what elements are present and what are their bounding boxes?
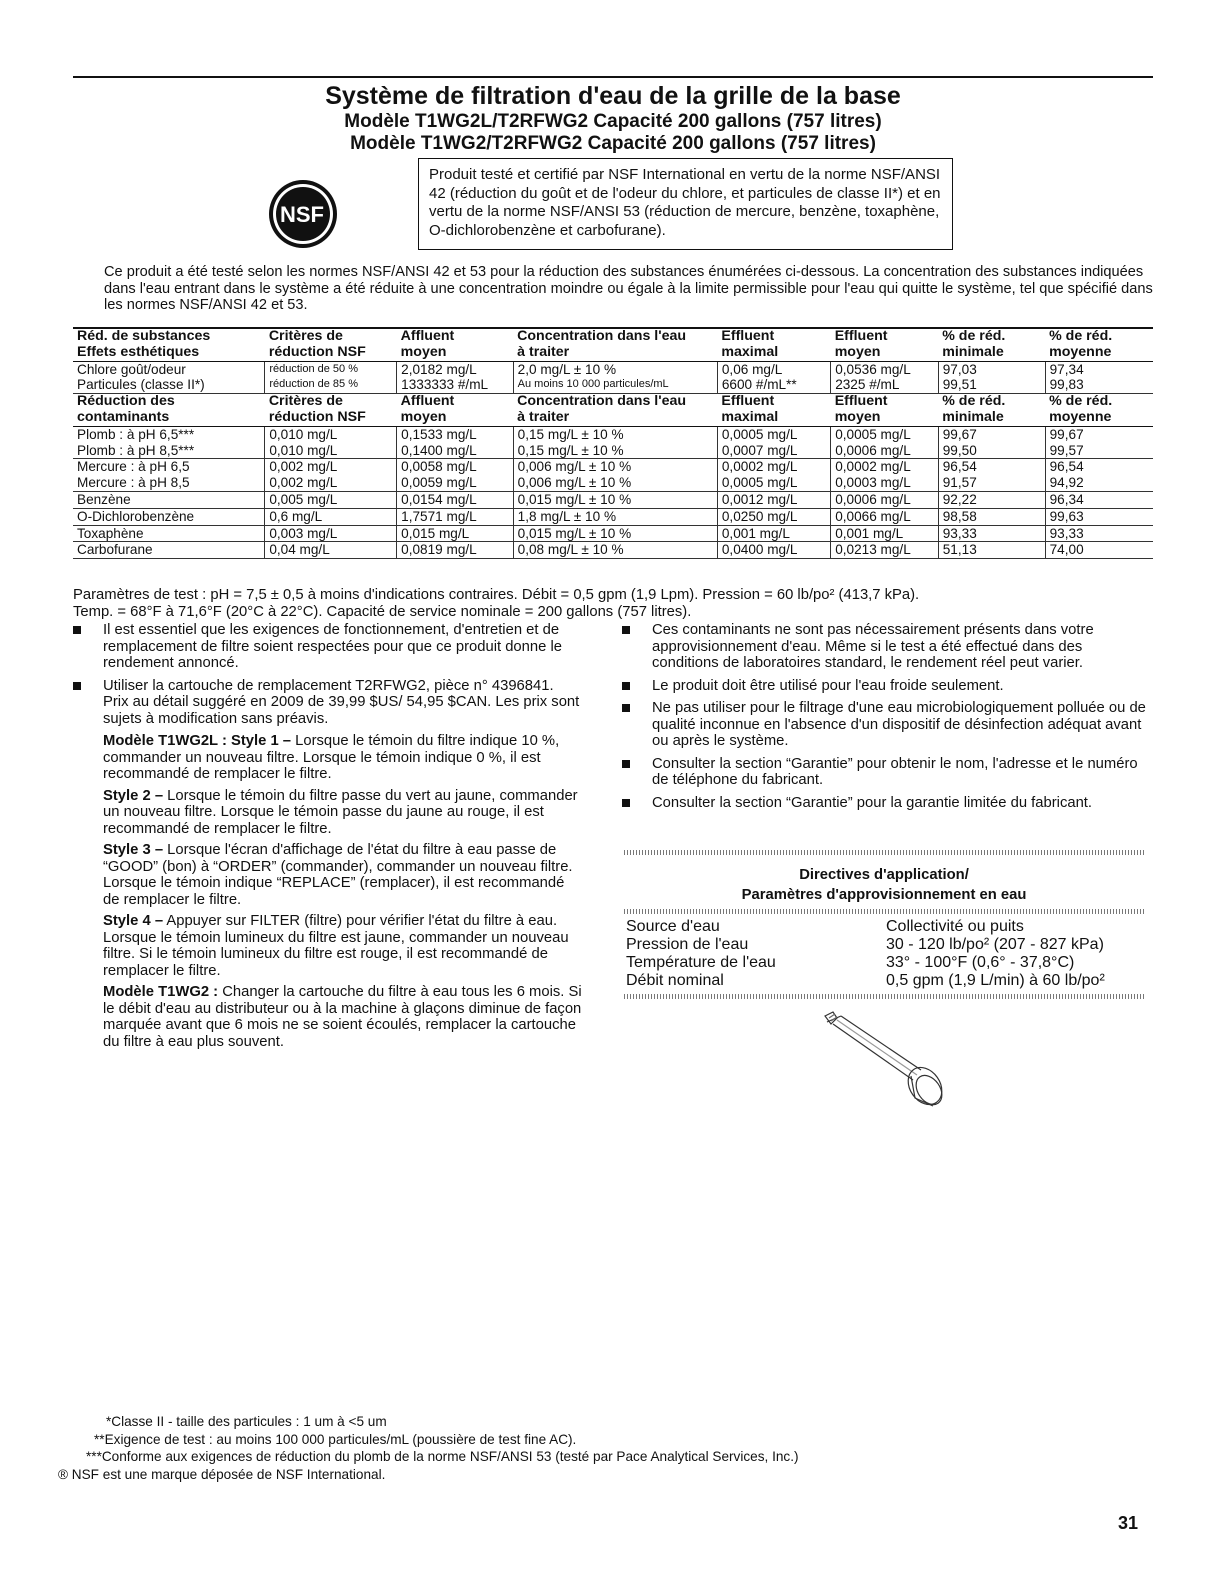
left-column bbox=[73, 622, 583, 1055]
directives-row: Source d'eau Collectivité ou puits bbox=[626, 918, 1024, 935]
table-cell: 0,0005 mg/L bbox=[831, 426, 939, 442]
page-number: 31 bbox=[1118, 1513, 1139, 1533]
table-cell: 0,0213 mg/L bbox=[831, 542, 939, 559]
style1-paragraph: Modèle T1WG2L : Style 1 – Lorsque le témoin du filtre indique 10 %, commander un nouveau filtre. Lorsque le témoin indique 0 %, il est recommandé de remplacer le filtre. bbox=[103, 733, 560, 782]
footnotes bbox=[58, 1413, 1058, 1483]
hatch-divider bbox=[624, 994, 1144, 999]
table-cell: 0,015 mg/L ± 10 % bbox=[513, 525, 717, 542]
table-cell: 0,0005 mg/L bbox=[717, 426, 830, 442]
footnote: ***Conforme aux exigences de réduction du plomb de la norme NSF/ANSI 53 (testé par Pace Analytical Services, Inc.) bbox=[86, 1449, 799, 1464]
table-cell: Carbofurane bbox=[73, 542, 265, 559]
column-header: Effluent moyen bbox=[831, 394, 939, 427]
column-header: % de réd. minimale bbox=[938, 394, 1045, 427]
table-cell: 1,8 mg/L ± 10 % bbox=[513, 508, 717, 525]
table-cell: 96,34 bbox=[1045, 491, 1153, 508]
table-cell: Mercure : à pH 8,5 bbox=[73, 475, 265, 491]
table-cell: 93,33 bbox=[938, 525, 1045, 542]
table-cell: 2,0182 mg/L bbox=[397, 361, 513, 377]
table-cell: 99,51 bbox=[938, 377, 1045, 393]
table-cell: 0,1400 mg/L bbox=[397, 443, 513, 459]
table-header-row bbox=[73, 328, 1153, 361]
table-cell: 94,92 bbox=[1045, 475, 1153, 491]
table-cell: 0,0003 mg/L bbox=[831, 475, 939, 491]
table-cell: 0,010 mg/L bbox=[265, 443, 397, 459]
filter-cartridge-illustration bbox=[815, 1008, 955, 1113]
page-header bbox=[73, 82, 1153, 155]
table-cell: 0,002 mg/L bbox=[265, 459, 397, 475]
table-cell: réduction de 85 % bbox=[265, 377, 397, 393]
footnote: *Classe II - taille des particules : 1 um à <5 um bbox=[106, 1414, 387, 1429]
table-cell: 0,15 mg/L ± 10 % bbox=[513, 426, 717, 442]
list-item: Consulter la section “Garantie” pour la garantie limitée du fabricant. bbox=[622, 795, 1153, 812]
table-cell: 1333333 #/mL bbox=[397, 377, 513, 393]
table-cell: 0,003 mg/L bbox=[265, 525, 397, 542]
style3-paragraph: Style 3 – Lorsque l'écran d'affichage de l'état du filtre à eau passe de “GOOD” (bon) à “ORDER” (commander), commander un nouveau filtre. Lorsque le témoin indique “REPLACE” (remplacer), il est recommandé de remplacer le filtre. bbox=[103, 842, 573, 908]
bullet-icon bbox=[622, 799, 630, 807]
table-cell: 99,57 bbox=[1045, 443, 1153, 459]
table-row bbox=[73, 542, 1153, 559]
column-header: % de réd. moyenne bbox=[1045, 394, 1153, 427]
table-row bbox=[73, 459, 1153, 475]
table-cell: 0,015 mg/L ± 10 % bbox=[513, 491, 717, 508]
table-cell: 0,6 mg/L bbox=[265, 508, 397, 525]
table-row bbox=[73, 508, 1153, 525]
table-cell: Chlore goût/odeur bbox=[77, 361, 186, 377]
table-cell: 0,0007 mg/L bbox=[717, 443, 830, 459]
table-cell: réduction de 50 % bbox=[265, 361, 397, 377]
table-cell: Benzène bbox=[73, 491, 265, 508]
table-cell: Plomb : à pH 6,5*** bbox=[77, 426, 195, 442]
table-cell: O-Dichlorobenzène bbox=[73, 508, 265, 525]
table-header-row bbox=[73, 394, 1153, 427]
column-header: Effluent maximal bbox=[717, 328, 830, 361]
table-cell: Particules (classe II*) bbox=[73, 377, 265, 393]
table-cell: 0,001 mg/L bbox=[831, 525, 939, 542]
test-parameters-line2: Temp. = 68°F à 71,6°F (20°C à 22°C). Capacité de service nominale = 200 gallons (757 litres). bbox=[73, 603, 692, 620]
column-header: Critères de réduction NSF bbox=[265, 394, 397, 427]
table-row bbox=[73, 491, 1153, 508]
table-cell: 99,67 bbox=[938, 426, 1045, 442]
bullet-icon bbox=[622, 760, 630, 768]
table-row bbox=[73, 525, 1153, 542]
column-header: % de réd. moyenne bbox=[1045, 328, 1153, 361]
column-header: Affluent moyen bbox=[397, 328, 513, 361]
table-cell: 97,03 bbox=[938, 361, 1045, 377]
table-cell: 92,22 bbox=[938, 491, 1045, 508]
table-cell: 0,06 mg/L bbox=[717, 361, 830, 377]
list-item: Consulter la section “Garantie” pour obtenir le nom, l'adresse et le numéro de téléphone du fabricant. bbox=[622, 756, 1153, 789]
table-cell: 2,0 mg/L ± 10 % bbox=[513, 361, 717, 377]
column-header: Critères de réduction NSF bbox=[265, 328, 397, 361]
table-cell: 1,7571 mg/L bbox=[397, 508, 513, 525]
table-cell: Toxaphène bbox=[73, 525, 265, 542]
bullet-icon bbox=[73, 682, 81, 690]
directives-row: Pression de l'eau 30 - 120 lb/po² (207 - 827 kPa) bbox=[626, 936, 1104, 953]
list-item: Utiliser la cartouche de remplacement T2RFWG2, pièce n° 4396841. Prix au détail suggéré en 2009 de 39,99 $US/ 54,95 $CAN. Les prix sont sujets à modification sans préavis. bbox=[73, 678, 583, 728]
list-item: Le produit doit être utilisé pour l'eau froide seulement. bbox=[622, 678, 1153, 695]
page-title: Système de filtration d'eau de la grille de la base bbox=[325, 82, 901, 110]
table-cell: 99,63 bbox=[1045, 508, 1153, 525]
reduction-table bbox=[73, 327, 1153, 559]
list-item: Il est essentiel que les exigences de fonctionnement, d'entretien et de remplacement de filtre soient respectées pour que ce produit donne le rendement annoncé. bbox=[73, 622, 583, 672]
table-cell: 0,010 mg/L bbox=[265, 426, 397, 442]
list-item: Ne pas utiliser pour le filtrage d'une eau microbiologiquement polluée ou de qualité inconnue en l'absence d'un dispositif de désinfection adéquat avant ou après le système. bbox=[622, 700, 1153, 750]
nsf-logo-text: NSF bbox=[280, 202, 324, 227]
column-header: Effluent maximal bbox=[717, 394, 830, 427]
table-cell: 0,15 mg/L ± 10 % bbox=[513, 443, 717, 459]
table-cell: 51,13 bbox=[938, 542, 1045, 559]
model-subtitle-2: Modèle T1WG2/T2RFWG2 Capacité 200 gallons (757 litres) bbox=[350, 133, 876, 154]
bullet-icon bbox=[73, 626, 81, 634]
table-cell: 96,54 bbox=[1045, 459, 1153, 475]
style4-paragraph: Style 4 – Appuyer sur FILTER (filtre) pour vérifier l'état du filtre à eau. Lorsque le témoin lumineux du filtre est jaune, commander un nouveau filtre. Si le témoin lumineux du filtre est rouge, il est recommandé de remplacer le filtre. bbox=[103, 913, 569, 979]
test-parameters bbox=[73, 587, 1153, 620]
table-cell: 0,0002 mg/L bbox=[831, 459, 939, 475]
table-cell: 0,0005 mg/L bbox=[717, 475, 830, 491]
table-cell: 99,83 bbox=[1045, 377, 1153, 393]
table-cell: 0,0012 mg/L bbox=[717, 491, 830, 508]
test-parameters-line1: Paramètres de test : pH = 7,5 ± 0,5 à moins d'indications contraires. Débit = 0,5 gpm (1,9 Lpm). Pression = 60 lb/po² (413,7 kPa). bbox=[73, 587, 920, 603]
table-cell: 99,67 bbox=[1045, 426, 1153, 442]
table-cell: 0,0400 mg/L bbox=[717, 542, 830, 559]
table-cell: 0,08 mg/L ± 10 % bbox=[513, 542, 717, 559]
table-cell: 0,0059 mg/L bbox=[397, 475, 513, 491]
list-item: Ces contaminants ne sont pas nécessairement présents dans votre approvisionnement d'eau. Même si le test a été effectué dans des conditions de laboratoires standard, le rendement réel peut varier. bbox=[622, 622, 1153, 672]
table-cell: 0,04 mg/L bbox=[265, 542, 397, 559]
footnote: ® NSF est une marque déposée de NSF International. bbox=[58, 1466, 386, 1482]
intro-paragraph: Ce produit a été testé selon les normes NSF/ANSI 42 et 53 pour la réduction des substances énumérées ci-dessous. La concentration des substances indiquées dans l'eau entrant dans le système a été réduite à une concentration moindre ou égale à la limite permissible pour l'eau qui quitte le système, tel que spécifié dans les normes NSF/ANSI 42 et 53. bbox=[104, 264, 1153, 313]
table-cell: Mercure : à pH 6,5 bbox=[77, 459, 190, 475]
column-header: Réd. de substances Effets esthétiques bbox=[73, 328, 265, 361]
column-header: Réduction des contaminants bbox=[73, 394, 265, 427]
table-cell: 0,1533 mg/L bbox=[397, 426, 513, 442]
table-cell: 0,0006 mg/L bbox=[831, 491, 939, 508]
directives-box bbox=[624, 850, 1144, 999]
directives-table bbox=[624, 914, 1144, 994]
table-cell: 0,001 mg/L bbox=[717, 525, 830, 542]
right-column bbox=[622, 622, 1153, 817]
directives-row: Température de l'eau 33° - 100°F (0,6° - 37,8°C) bbox=[626, 954, 1075, 971]
table-row bbox=[73, 443, 1153, 459]
table-cell: 74,00 bbox=[1045, 542, 1153, 559]
table-cell: 98,58 bbox=[938, 508, 1045, 525]
footnote: **Exigence de test : au moins 100 000 particules/mL (poussière de test fine AC). bbox=[94, 1431, 577, 1447]
table-cell: 0,015 mg/L bbox=[397, 525, 513, 542]
table-cell: Au moins 10 000 particules/mL bbox=[513, 377, 717, 393]
table-cell: 0,006 mg/L ± 10 % bbox=[513, 459, 717, 475]
table-cell: 96,54 bbox=[938, 459, 1045, 475]
table-row bbox=[73, 377, 1153, 393]
table-cell: 0,0536 mg/L bbox=[831, 361, 939, 377]
table-cell: 0,002 mg/L bbox=[265, 475, 397, 491]
table-row bbox=[73, 361, 1153, 377]
bullet-icon bbox=[622, 626, 630, 634]
table-cell: 0,0066 mg/L bbox=[831, 508, 939, 525]
table-cell: 6600 #/mL** bbox=[717, 377, 830, 393]
style2-paragraph: Style 2 – Lorsque le témoin du filtre passe du vert au jaune, commander un nouveau filtre. Lorsque le témoin passe du jaune au rouge, il est recommandé de remplacer le filtre. bbox=[103, 787, 578, 837]
table-cell: 0,0058 mg/L bbox=[397, 459, 513, 475]
table-row bbox=[73, 426, 1153, 442]
column-header: % de réd. minimale bbox=[938, 328, 1045, 361]
top-rule bbox=[73, 76, 1153, 78]
table-cell: 0,0154 mg/L bbox=[397, 491, 513, 508]
nsf-certification-box: Produit testé et certifié par NSF International en vertu de la norme NSF/ANSI 42 (réduction du goût et de l'odeur du chlore, et particules de classe II*) et en vertu de la norme NSF/ANSI 53 (réduction de mercure, benzène, toxaphène, O-dichlorobenzène et carbofurane). bbox=[418, 158, 953, 250]
table-cell: 91,57 bbox=[938, 475, 1045, 491]
table-cell: 0,006 mg/L ± 10 % bbox=[513, 475, 717, 491]
bullet-icon bbox=[622, 704, 630, 712]
table-cell: 93,33 bbox=[1045, 525, 1153, 542]
nsf-logo bbox=[267, 178, 339, 250]
column-header: Concentration dans l'eau à traiter bbox=[513, 394, 717, 427]
bullet-icon bbox=[622, 682, 630, 690]
table-cell: 2325 #/mL bbox=[831, 377, 939, 393]
column-header: Concentration dans l'eau à traiter bbox=[513, 328, 717, 361]
model-subtitle-1: Modèle T1WG2L/T2RFWG2 Capacité 200 gallons (757 litres) bbox=[344, 111, 882, 132]
table-cell: 0,005 mg/L bbox=[265, 491, 397, 508]
table-cell: 0,0002 mg/L bbox=[717, 459, 830, 475]
table-cell: 0,0819 mg/L bbox=[397, 542, 513, 559]
directives-title: Directives d'application/ Paramètres d'approvisionnement en eau bbox=[741, 867, 1027, 903]
model2-paragraph: Modèle T1WG2 : Changer la cartouche du filtre à eau tous les 6 mois. Si le débit d'eau au distributeur ou à la machine à glaçons diminue de façon marquée avant que 6 mois ne se soient écoulés, remplacer la cartouche du filtre à eau plus souvent. bbox=[103, 984, 582, 1050]
column-header: Affluent moyen bbox=[397, 394, 513, 427]
directives-row: Débit nominal 0,5 gpm (1,9 L/min) à 60 lb/po² bbox=[626, 972, 1105, 989]
table-cell: 0,0006 mg/L bbox=[831, 443, 939, 459]
table-row bbox=[73, 475, 1153, 491]
table-cell: Plomb : à pH 8,5*** bbox=[73, 443, 265, 459]
column-header: Effluent moyen bbox=[831, 328, 939, 361]
table-cell: 0,0250 mg/L bbox=[717, 508, 830, 525]
table-cell: 97,34 bbox=[1045, 361, 1153, 377]
table-cell: 99,50 bbox=[938, 443, 1045, 459]
